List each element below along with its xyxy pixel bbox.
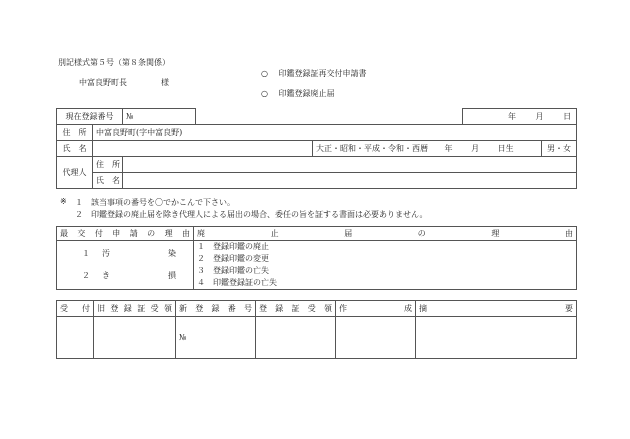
date-day: 日 [563, 112, 572, 121]
office-card-received-cell[interactable] [256, 317, 336, 359]
agent-name-field[interactable] [123, 173, 577, 189]
birth-date-field[interactable] [313, 141, 542, 157]
note-1: １ 該当事項の番号を〇でかこんで下さい。 [75, 198, 235, 207]
reissue-item-text: 汚染 [102, 249, 176, 258]
office-header-created: 作成 [336, 301, 416, 317]
office-receipt-cell[interactable] [57, 317, 94, 359]
address-field[interactable]: 中富良野町(字中富良野) [93, 125, 577, 141]
date-month: 月 [535, 112, 544, 121]
office-old-card-cell[interactable] [94, 317, 176, 359]
office-remarks-cell[interactable] [416, 317, 577, 359]
option-reissue-label: 印鑑登録証再交付申請書 [278, 69, 367, 78]
reg-no-field[interactable]: № [123, 109, 196, 125]
reissue-reasons[interactable] [57, 241, 194, 290]
reg-no-label: 現在登録番号 [57, 109, 123, 125]
office-header-receipt: 受付 [57, 301, 94, 317]
option-abolish-label: 印鑑登録廃止届 [278, 89, 335, 98]
office-header-remarks: 摘要 [416, 301, 577, 317]
office-table [56, 300, 577, 359]
name-field[interactable] [93, 141, 313, 157]
name-label: 氏 名 [57, 141, 93, 157]
address-label: 住 所 [57, 125, 93, 141]
sex-field[interactable]: 男・女 [542, 141, 577, 157]
abolish-reasons[interactable] [194, 241, 577, 290]
reissue-item-text: き損 [102, 271, 176, 280]
birth-year: 年 [444, 144, 453, 153]
date-field[interactable] [463, 109, 577, 125]
agent-address-label: 住 所 [93, 157, 123, 173]
birth-day: 日生 [497, 144, 514, 153]
option-reissue [261, 68, 367, 79]
reissue-item-no: ２ [82, 271, 90, 280]
circle-mark: ○ [261, 69, 268, 78]
abolish-item[interactable]: １ 登録印鑑の廃止 [197, 242, 269, 251]
form-number: 別記様式第５号（第８条関係） [58, 58, 170, 67]
agent-address-field[interactable] [123, 157, 577, 173]
abolish-reason-header: 廃止届の理由 [194, 227, 577, 241]
reissue-reason-header: 最交付申請の理由 [57, 227, 194, 241]
abolish-item[interactable]: ３ 登録印鑑の亡失 [197, 266, 269, 275]
agent-name-label: 氏 名 [93, 173, 123, 189]
option-abolish [261, 88, 335, 99]
office-header-old-card: 旧登録証受領 [94, 301, 176, 317]
note-2: ２ 印鑑登録の廃止届を除き代理人による届出の場合、委任の旨を証する書面は必要ありません。 [75, 210, 428, 219]
office-new-no-cell[interactable]: № [176, 317, 256, 359]
abolish-item[interactable]: ２ 登録印鑑の変更 [197, 254, 269, 263]
circle-mark: ○ [261, 89, 268, 98]
reissue-item-no: １ [82, 249, 90, 258]
birth-month: 月 [471, 144, 480, 153]
abolish-item[interactable]: ４ 印鑑登録証の亡失 [197, 278, 277, 287]
addressee: 中富良野町長 [79, 78, 127, 87]
honorific: 様 [161, 78, 169, 87]
reasons-table [56, 226, 577, 290]
office-created-cell[interactable] [336, 317, 416, 359]
birth-eras: 大正・昭和・平成・令和・西暦 [316, 144, 428, 153]
office-header-card-received: 登録証受領 [256, 301, 336, 317]
reissue-item[interactable] [60, 265, 190, 287]
reissue-item[interactable] [60, 243, 190, 265]
date-year: 年 [508, 112, 516, 121]
agent-label: 代理人 [57, 157, 93, 189]
office-header-new-no: 新登録番号 [176, 301, 256, 317]
applicant-table [56, 108, 577, 189]
note-mark: ※ [60, 197, 67, 206]
